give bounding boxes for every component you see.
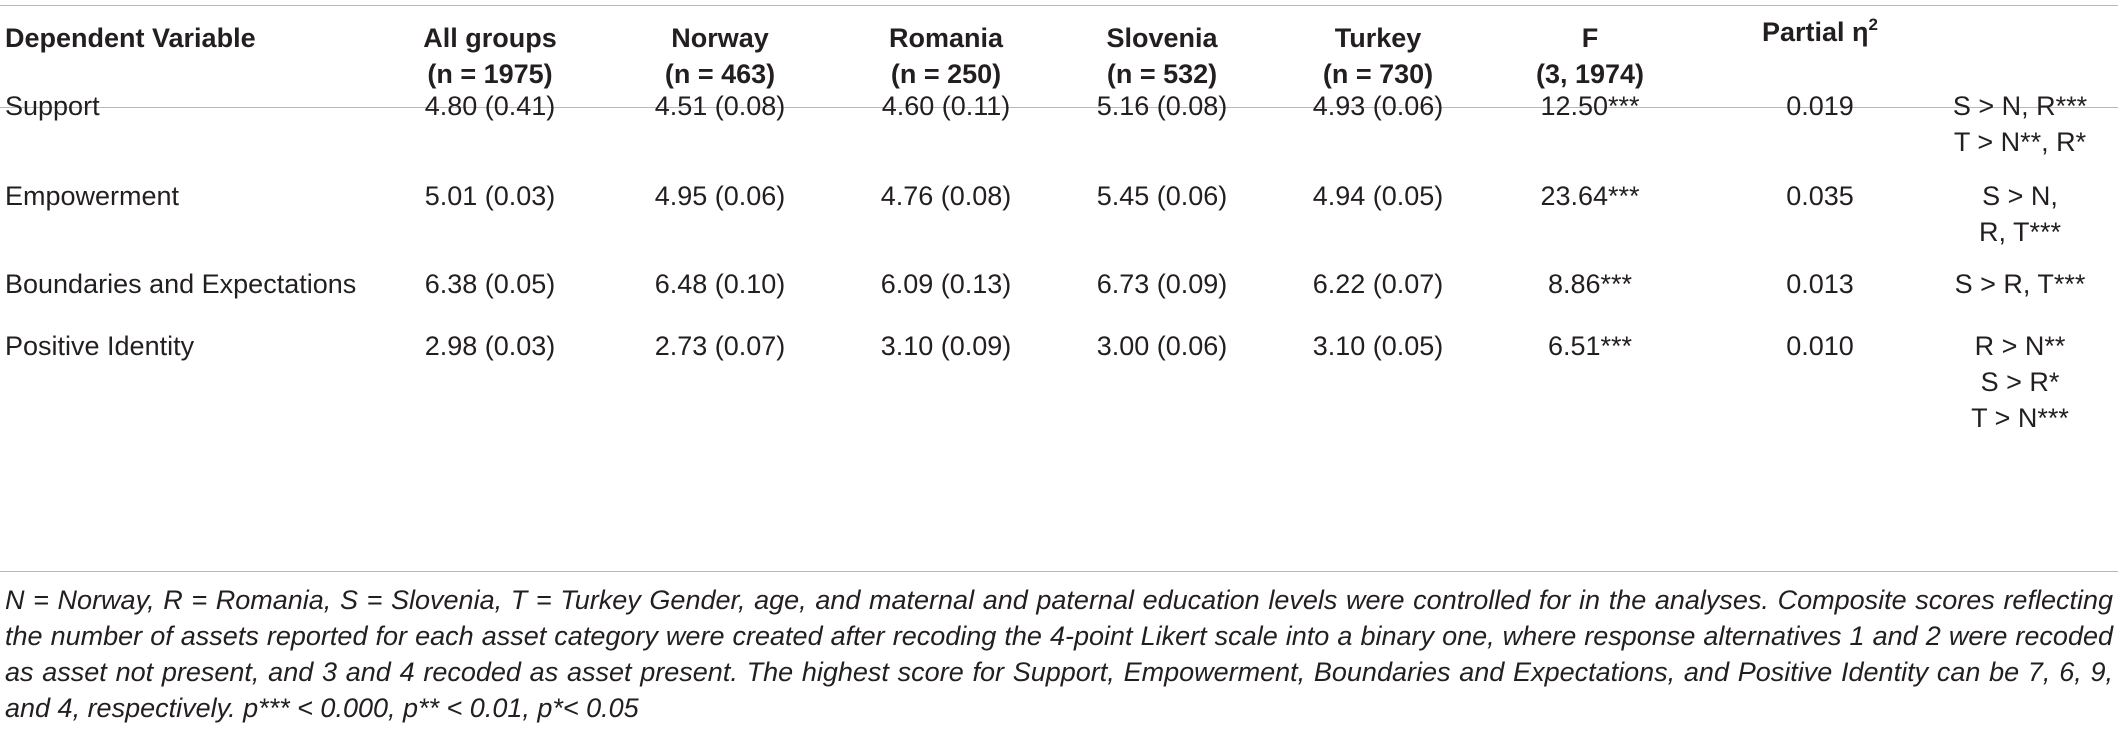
header-turkey: Turkey (n = 730) [1322, 23, 1434, 89]
row-variable: Boundaries and Expectations [5, 269, 357, 299]
header-romania: Romania (n = 250) [888, 23, 1004, 89]
row-turkey: 4.94 (0.05) [1312, 181, 1444, 211]
row-partial-eta: 0.010 [1786, 331, 1854, 361]
row-partial-eta: 0.035 [1786, 181, 1854, 211]
table-footnote: N = Norway, R = Romania, S = Slovenia, T = Turkey Gender, age, and maternal and paternal education levels were controlled for in the analyses. Composite scores reflecting the number of assets reported for each asset category were created after recoding the 4-point Likert scale into a binary one, where response alternatives 1 and 2 were recoded as asset not present, and 3 and 4 recoded as asset present. The highest score for Support, Empowerment, Boundaries and Expectations, and Positive Identity can be 7, 6, 9, and 4, respectively. p*** < 0.000, p** < 0.01, p*< 0.05 [5, 585, 2113, 723]
row-all-groups: 6.38 (0.05) [424, 269, 556, 299]
row-partial-eta: 0.013 [1786, 269, 1854, 299]
row-romania: 3.10 (0.09) [880, 331, 1012, 361]
row-f: 6.51*** [1547, 331, 1633, 361]
row-f: 8.86*** [1547, 269, 1633, 299]
table-top-rule [0, 5, 2118, 6]
row-comparison: S > N, R*** T > N**, R* [1952, 91, 2088, 157]
row-partial-eta: 0.019 [1786, 91, 1854, 121]
header-dependent-variable: Dependent Variable [5, 23, 256, 53]
row-slovenia: 5.16 (0.08) [1096, 91, 1228, 121]
row-f: 23.64*** [1540, 181, 1640, 211]
header-partial-eta-squared: Partial $\eta^2$ [1761, 15, 1878, 47]
row-romania: 4.76 (0.08) [880, 181, 1012, 211]
row-norway: 2.73 (0.07) [654, 331, 786, 361]
row-all-groups: 2.98 (0.03) [424, 331, 556, 361]
row-slovenia: 5.45 (0.06) [1096, 181, 1228, 211]
row-norway: 6.48 (0.10) [654, 269, 786, 299]
row-turkey: 3.10 (0.05) [1312, 331, 1444, 361]
row-all-groups: 4.80 (0.41) [424, 91, 556, 121]
header-f: F (3, 1974) [1535, 23, 1645, 89]
row-all-groups: 5.01 (0.03) [424, 181, 556, 211]
row-variable: Support [5, 91, 100, 121]
row-comparison: S > R, T*** [1954, 269, 2086, 299]
row-romania: 6.09 (0.13) [880, 269, 1012, 299]
header-slovenia: Slovenia (n = 532) [1106, 23, 1218, 89]
row-turkey: 4.93 (0.06) [1312, 91, 1444, 121]
header-norway: Norway (n = 463) [664, 23, 776, 89]
row-comparison: S > N, R, T*** [1978, 181, 2062, 247]
table-bottom-rule [0, 571, 2118, 572]
row-variable: Positive Identity [5, 331, 195, 361]
row-slovenia: 6.73 (0.09) [1096, 269, 1228, 299]
row-slovenia: 3.00 (0.06) [1096, 331, 1228, 361]
row-norway: 4.51 (0.08) [654, 91, 786, 121]
row-variable: Empowerment [5, 181, 180, 211]
row-turkey: 6.22 (0.07) [1312, 269, 1444, 299]
row-comparison: R > N** S > R* T > N*** [1971, 331, 2069, 433]
row-romania: 4.60 (0.11) [881, 91, 1011, 121]
row-f: 12.50*** [1540, 91, 1640, 121]
header-all-groups: All groups (n = 1975) [423, 23, 557, 89]
row-norway: 4.95 (0.06) [654, 181, 786, 211]
